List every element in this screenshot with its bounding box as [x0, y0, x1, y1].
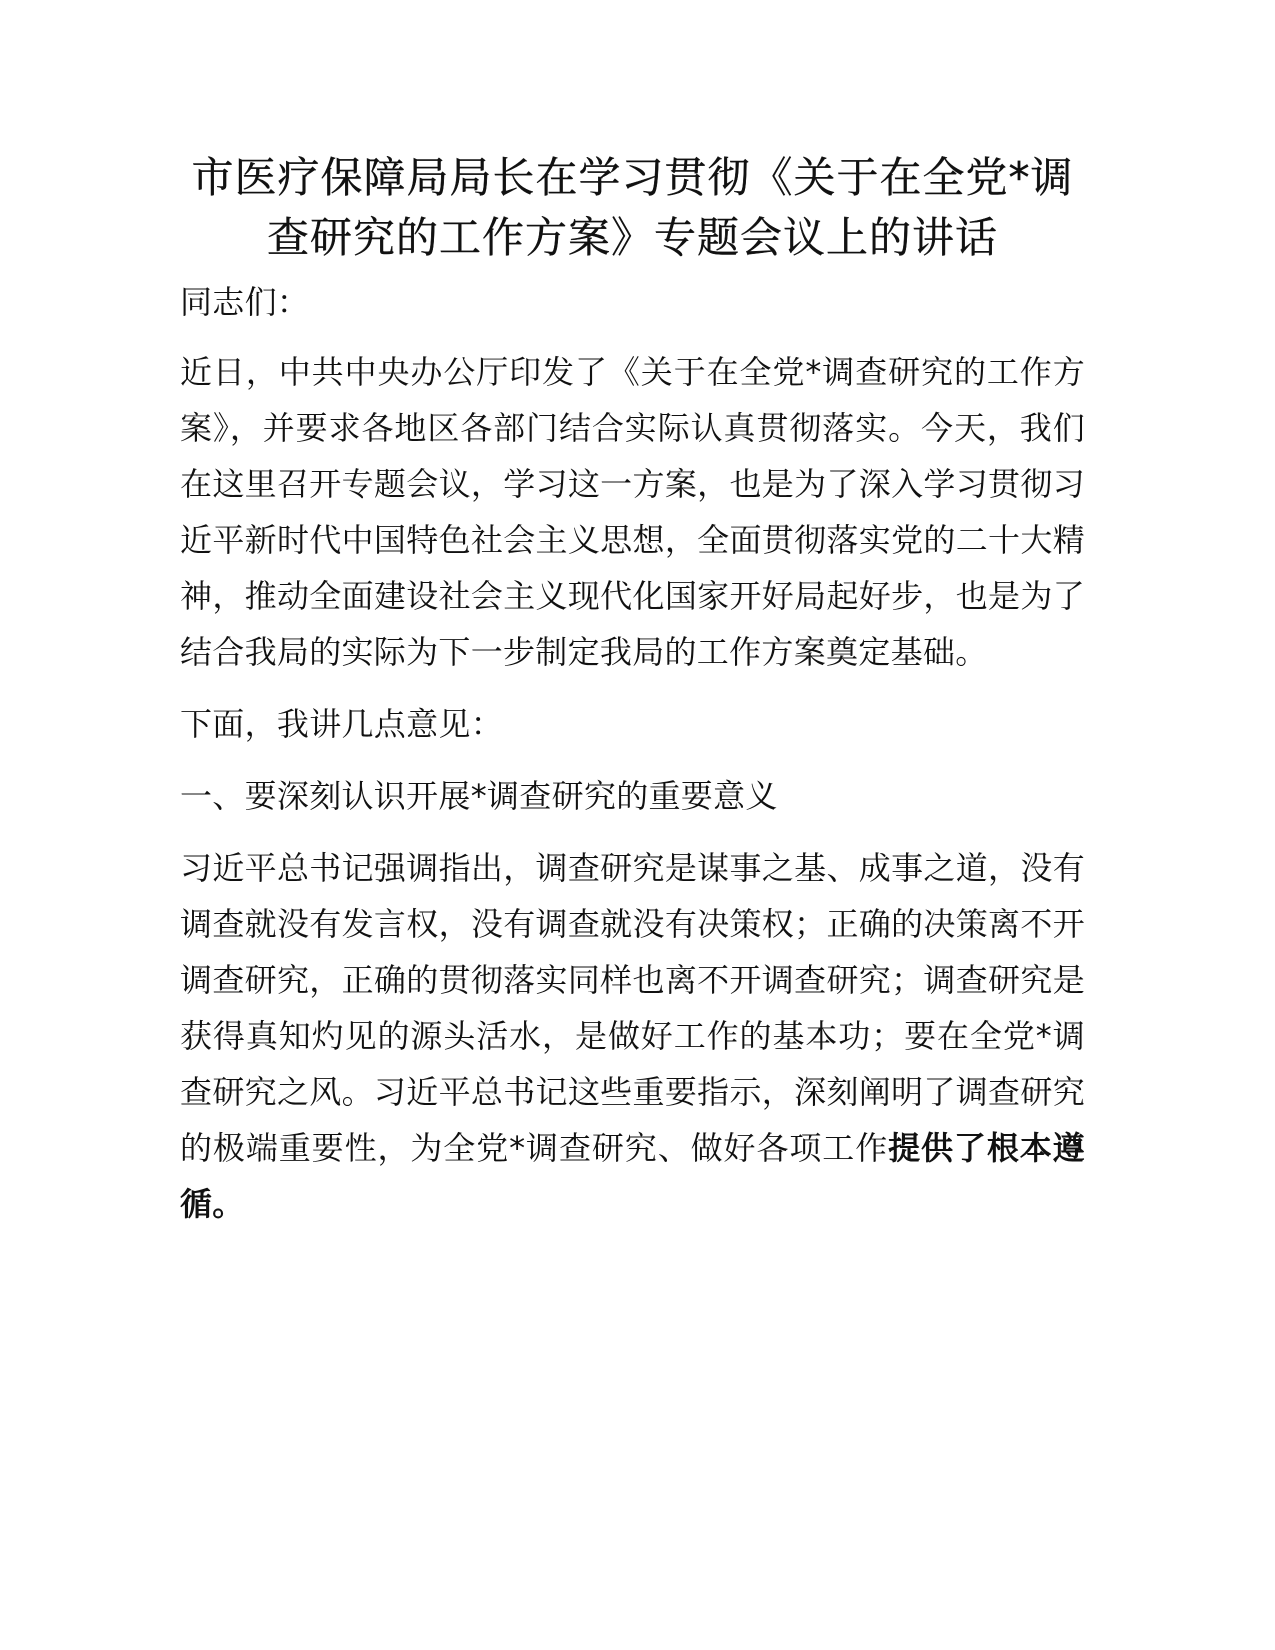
- section-heading-1: 一、要深刻认识开展*调查研究的重要意义: [180, 777, 778, 815]
- document-title: 市医疗保障局局长在学习贯彻《关于在全党*调查研究的工作方案》专题会议上的讲话: [191, 153, 1074, 262]
- paragraph-research-importance-end: 提供了根本遵循。: [180, 1129, 1085, 1223]
- paragraph-opinions-lead: 下面，我讲几点意见：: [180, 705, 504, 743]
- salutation: 同志们：: [180, 283, 310, 321]
- document-body: [180, 274, 1085, 1248]
- paragraph-research-importance-text: 习近平总书记强调指出，调查研究是谋事之基、成事之道，没有调查就没有发言权，没有调查就没有决策权；正确的决策离不开调查研究，正确的贯彻落实同样也离不开调查研究；调查研究是获得真知灼见的源头活水，是做好工作的基本功；要在全党*调查研究之风。习近平总书记这些重要指示，深刻阐明了调查研究的极端重要性，为全党*调查研究、做好各项工作: [180, 849, 1085, 1167]
- paragraph-research-importance: [180, 840, 1085, 1232]
- paragraph-intro: 近日，中共中央办公厅印发了《关于在全党*调查研究的工作方案》，并要求各地区各部门结合实际认真贯彻落实。今天，我们在这里召开专题会议，学习这一方案，也是为了深入学习贯彻习近平新时代中国特色社会主义思想，全面贯彻落实党的二十大精神，推动全面建设社会主义现代化国家开好局起好步，也是为了结合我局的实际为下一步制定我局的工作方案奠定基础。: [180, 353, 1085, 671]
